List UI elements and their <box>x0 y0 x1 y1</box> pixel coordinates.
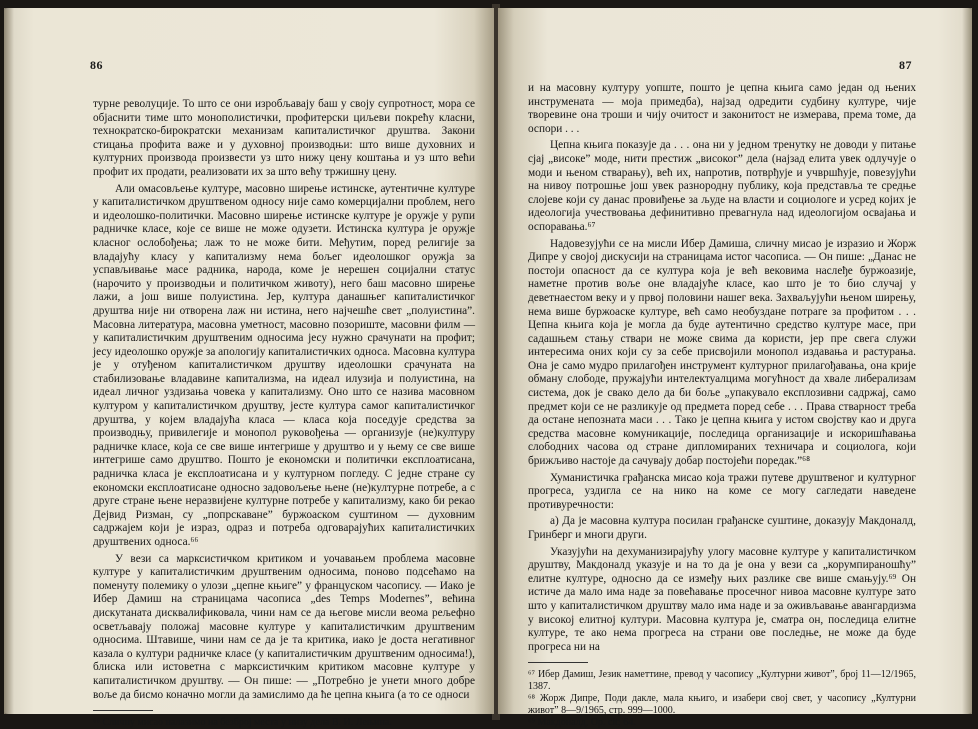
paragraph: У вези са марксистичком критиком и уочавањем проблема масовне културе у капиталистичким друштвеним односима, поново подсећамо на поменуту полемику о улози „цепне књиге” у француском часопису. — Иако је Ибер Дамиш на страницама часописа „des Temps Modernes”, већина дискутаната дисквалификовала, чини нам се да његове мисли веома рељефно осветљавају положај масовне културе у капиталистичким друштвеним односима. Штавише, чини нам се да је та критика, иако је доста негативног казала о култури радничке класе (у капиталистичким друштвеним односима!), блиска или истоветна с марксистичким критиком масовне културе у капиталистичком друштву. — Он пише: — „Потребно је унети много добре воље да бисмо коначно могли да замислимо да ће цепна књига (а то се односи <box>93 552 475 701</box>
paragraph: Цепна књига показује да . . . она ни у једном тренутку не доводи у питање сјај „високе” моде, нити престиж „високог” дела (најзад елита увек одлучује о моди и њеном стварању), већ их, напротив, потврђује и учвршћује, повезујући на нивоу потрошње још увек разнородну публику, која представља те средње слојеве који су данас провиђење за људе на власти и социологе и усред којих је идеологија учествовања дефинитивно превагнула над идеологијом освајања и оспоравања.⁶⁷ <box>528 139 916 233</box>
page-number-right: 87 <box>899 58 912 72</box>
footnote: ⁶⁷ Ибер Дамиш, Језик наметтине, превод у часопису „Културни живот”, број 11—12/1965, 1387. <box>528 669 916 693</box>
paragraph: Хуманистичка грађанска мисао која тражи путеве друштвеног и културног прогреса, уздигла се на нико на коме се могу сагледати наведене противуречности: <box>528 471 916 511</box>
paragraph: а) Да је масовна култура посилан грађанске суштине, доказују Макдоналд, Гринберг и многи други. <box>528 515 916 541</box>
page-edge-shadow <box>962 8 972 714</box>
page-number-left: 86 <box>90 58 103 72</box>
right-page-text <box>528 82 916 729</box>
paragraph: и на масовну културу уопште, пошто је цепна књига само један од њених инструмената — моја примедба), најзад одредити судбину културе, чије творевине она троши и чију очитост и законитост не измерава, према томе, да оспори . . . <box>528 82 916 135</box>
footnote: ⁶⁸ Жорж Дипре, Поди дакле, мала књиго, и изабери свој свет, у часопису „Културни живот” 8—9/1965, стр. 999—1000. <box>528 693 916 717</box>
footnote: ⁶⁹ Макдоналд, Op. cit; 64. <box>528 717 636 729</box>
page-edge-shadow <box>4 8 14 714</box>
footnotes <box>528 669 916 729</box>
right-page <box>498 8 972 729</box>
left-page-text <box>93 98 475 729</box>
footnote: ⁶⁶ Сличну мисао налазимо на безброј места у низу дела В. И. Лењина. <box>93 717 392 729</box>
paragraph: Указујући на дехуманизирајућу улогу масовне културе у капиталистичком друштву, Макдоналд указује и на то да је она у вези са „корумпираношћу” елитне културе, односно да се између њих разлике све више смањују.⁶⁹ Он истиче да мало има наде за повећавање просечног нивоа масовне културе зато што у капиталистичком друштву мало има наде и за оживљавање авангардизма у високој елитној култури. Масовна култура је, сматра он, последица елитне културе, те ако нема прогреса на страни ове последње, не може да буде прогреса ни на <box>528 545 916 653</box>
paragraph: Надовезујући се на мисли Ибер Дамиша, сличну мисао је изразио и Жорж Дипре у својој дискусији на страницама истог часописа. — Он пише: „Данас не постоји опасност да се култура која је већ вековима наслеђе буржоазије, наметне против воље оне владајуће класе, као што је то био случај у деветнаестом веку и у првој половини нашег века. Захваљујући њеном ширењу, нема више буржоаске културе, већ само необуздане потраге за профитом . . . Цепна књига која је могла да буде аутентично средство културе масе, при садашњем стању ствари не може свима да користи, јер пре свега служи интересима оних који су за себе присвојили монопол издавања и растурања. Она је само мудро прилагођен инструмент културног прилагођавања, она крије обману слободе, пружајући интелектуалцима могућност да хвале либерализам система, док је свако дело да би боље „упакувало експлозивни садржај, само предмет који се не разликује од предмета поред себе . . . Права стварност треба да остане непозната маси . . . Тако је цепна књига у истом својству као и друга средства масовне комуникације, последица организације и искоришћавања слободних часова од стране дипломираних техничара и социолога, који брижљиво настоје да сачувају добар постојећи поредак.”⁶⁸ <box>528 237 916 468</box>
footnote-rule <box>528 662 588 663</box>
footnote-rule <box>93 710 153 711</box>
paragraph: Али омасовљење културе, масовно ширење истинске, аутентичне културе у капиталистичком друштвеном односу није само комерцијални проблем, него и идеолошко-политички. Масовно ширење истинске културе је оружје у рупи радничке класе, које се више не може одузети. Истинска култура је оружје класног ослобођења; лаж то не може бити. Међутим, поред религије за владајућу класу у капитализму нема бољег идеолошког оружја за успављивање масе радника, народа, коме је нерешен социјални статус (нарочито у производњи и политичком животу), него баш масовно ширење лажи, а још више полуистина. Јер, култура данашњег капиталистичког друштва није ни отворена лаж ни истина, него најчешће свет „полуистина”. Масовна литература, масовна уметност, масовно позориште, масовни филм — у капиталистичким друштвеним односима јесу нужно срачунати на профит; јесу идеолошко оружје за апологију капиталистичких односа. Масовна култура је у отуђеном капиталистичком друштву идеолошки срачуната на стабилизовање владавине капитализма, на идеал илузија и полуистина, на идеал личног уздизања човека у капитализму. Оно што се назива масовном културом у капиталистичком друштву, јесте култура самог капиталистичког друштва, у којем владајућа класа — класа која поседује средства за производњу, привилегије и монопол руковођења — организује (не)културу радничке класе, која се све више интегрише у друштво и у њему се све више интегрише само друштво. Пошто је економски и политички експлоатисана, радничка класа је експлоатисана и у културном погледу. С једне стране су економски експлоатисане односно задовољење њене (не)културне потребе, а с друге стране њене неразвијене културне потребе у капитализму, како би рекао Дејвид Ризман, су „попрскаване” буржоаском суштином — духовним садржајем који је израз, одраз и потреба одговарајућих капиталистичких друштвених односа.⁶⁶ <box>93 182 476 548</box>
left-page <box>4 8 494 729</box>
paragraph: турне револуције. То што се они изробљавају баш у своју супротност, мора се објаснити тиме што монополистички, профитерски циљеви покрећу класни, технократско-бирократски механизам капиталистичког друштва. Закони стицања профита важе и у духовној производњи: што више духовних и културних производа произвести уз што нижу цену коштања и уз што већи профит их продати, реализовати их за што већу тржишну цену. <box>93 98 475 178</box>
